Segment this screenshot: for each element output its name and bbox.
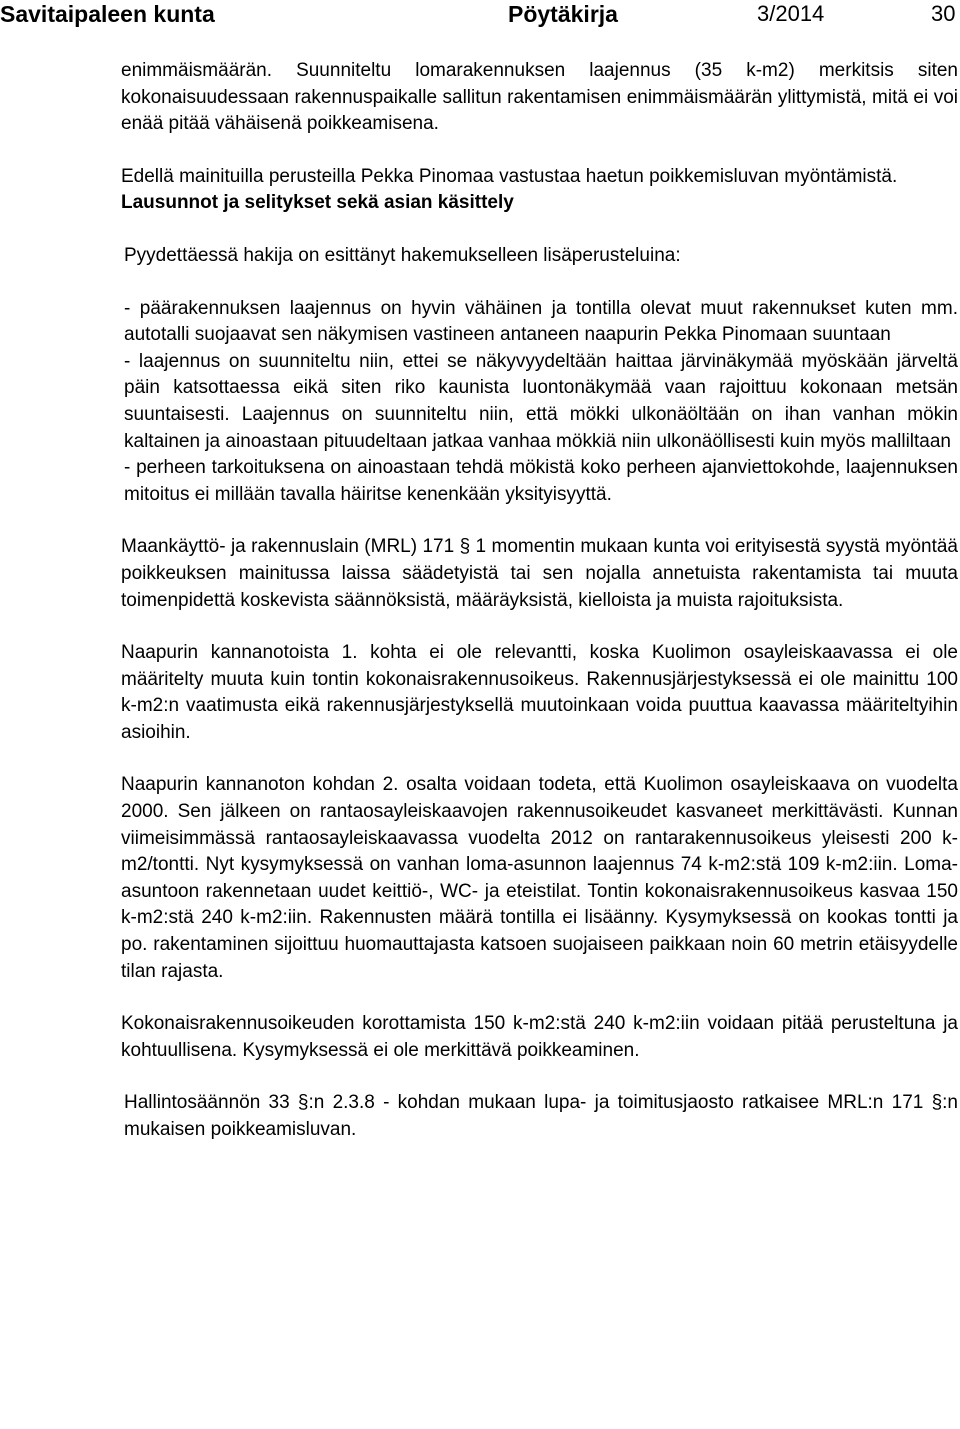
argument-list bbox=[121, 296, 958, 509]
page-number: 30 bbox=[931, 1, 956, 26]
paragraph-1: enimmäismäärän. Suunniteltu lomarakennuksen laajennus (35 k-m2) merkitsis siten kokonaisuudessaan rakennuspaikalle sallitun rakentamisen enimmäismäärän ylittymistä, mitä ei voi enää pitää vähäisenä poikkeamisena. bbox=[121, 60, 958, 135]
paragraph-3: Pyydettäessä hakija on esittänyt hakemukselleen lisäperusteluina: bbox=[124, 244, 681, 266]
document-body bbox=[121, 58, 958, 1144]
paragraph-2: Edellä mainituilla perusteilla Pekka Pinomaa vastustaa haetun poikkemisluvan myöntämistä. bbox=[121, 165, 898, 187]
paragraph-4: Maankäyttö- ja rakennuslain (MRL) 171 § 1 momentin mukaan kunta voi erityisestä syystä myöntää poikkeuksen mainitussa laissa säädetyistä tai sen nojalla annetuista rakentamista tai muuta toimenpidettä koskevista säännöksistä, määräyksistä, kielloista ja muista rajoituksista. bbox=[121, 536, 958, 611]
document-type: Pöytäkirja bbox=[508, 1, 618, 27]
section-heading: Lausunnot ja selitykset sekä asian käsittely bbox=[121, 192, 514, 214]
issue-number: 3/2014 bbox=[757, 1, 825, 26]
paragraph-8: Hallintosäännön 33 §:n 2.3.8 - kohdan mukaan lupa- ja toimitusjaosto ratkaisee MRL:n 171 §:n mukaisen poikkeamisluvan. bbox=[124, 1092, 958, 1140]
list-item: - päärakennuksen laajennus on hyvin vähäinen ja tontilla olevat muut rakennukset kuten mm. autotalli suojaavat sen näkymisen vastineen antaneen naapurin Pekka Pinomaan suuntaan bbox=[124, 297, 958, 346]
paragraph-5: Naapurin kannanotoista 1. kohta ei ole relevantti, koska Kuolimon osayleiskaavassa ei ole määritelty muuta kuin tontin kokonaisrakennusoikeus. Rakennusjärjestyksessä ei ole mainittu 100 k-m2:n vaatimusta eikä rakennusjärjestyksellä muutoinkaan voida puuttua kaavassa määriteltyihin asioihin. bbox=[121, 642, 958, 743]
organization-name: Savitaipaleen kunta bbox=[0, 1, 215, 27]
list-item: - perheen tarkoituksena on ainoastaan tehdä mökistä koko perheen ajanviettokohde, laajennuksen mitoitus ei millään tavalla häiritse kenenkään yksityisyyttä. bbox=[124, 457, 958, 505]
paragraph-6: Naapurin kannanoton kohdan 2. osalta voidaan todeta, että Kuolimon osayleiskaava on vuodelta 2000. Sen jälkeen on rantaosayleiskaavojen rakennusoikeudet kasvaneet merkittävästi. Kunnan viimeisimmässä rantaosayleiskaavassa vuodelta 2012 on rantarakennusoikeus yleisesti 200 k-m2/tontti. Nyt kysymyksessä on vanhan loma-asunnon laajennus 74 k-m2:stä 109 k-m2:iin. Loma-asuntoon rakennetaan uudet keittiö-, WC- ja eteistilat. Tontin kokonaisrakennusoikeus kasvaa 150 k-m2:stä 240 k-m2:iin. Rakennusten määrä tontilla ei lisäänny. Kysymyksessä on kookas tontti ja po. rakentaminen sijoittuu huomauttajasta katsoen suojaiseen paikkaan noin 60 metrin etäisyydelle tilan rajasta. bbox=[121, 774, 958, 982]
page-header bbox=[0, 0, 960, 40]
list-item: - laajennus on suunniteltu niin, ettei se näkyvyydeltään haittaa järvinäkymää myöskään järveltä päin katsottaessa eikä siten riko kaunista luontonäkymää vaan rajoittuu kokonaan metsän suuntaisesti. Laajennus on suunniteltu niin, että mökki ulkonäöltään on ihan vanhan mökin kaltainen ja ainoastaan pituudeltaan jatkaa vanhaa mökkiä niin ulkonäöllisesti kuin myös malliltaan bbox=[124, 350, 958, 452]
paragraph-7: Kokonaisrakennusoikeuden korottamista 150 k-m2:stä 240 k-m2:iin voidaan pitää perusteltuna ja kohtuullisena. Kysymyksessä ei ole merkittävä poikkeaminen. bbox=[121, 1013, 958, 1061]
